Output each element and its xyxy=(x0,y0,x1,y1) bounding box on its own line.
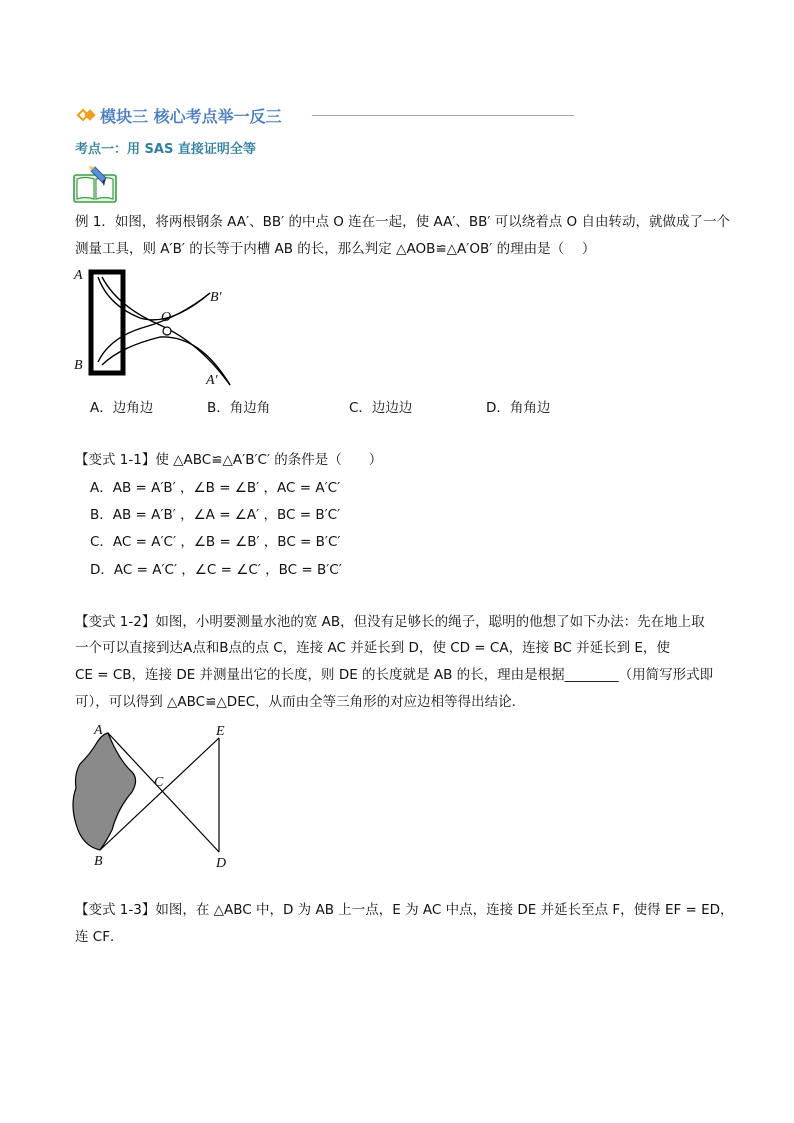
label-b-prime: B′ xyxy=(210,290,222,305)
example1-line1: 例 1．如图，将两根钢条 AA′、BB′ 的中点 O 连在一起，使 AA′、BB′ 可以绕着点 O 自由转动，就做成了一个 xyxy=(75,214,730,230)
variant11-option-c[interactable]: C．AC = A′C′ ，∠B = ∠B′ ，BC = B′C′ xyxy=(90,534,341,550)
label-a: A xyxy=(74,268,83,283)
variant12-line3: CE = CB，连接 DE 并测量出它的长度，则 DE 的长度就是 AB 的长，理由是根据________（用简写形式即 xyxy=(75,667,714,683)
variant12-line1: 【变式 1-2】如图，小明要测量水池的宽 AB，但没有足够长的绳子，聪明的他想了如下办法：先在地上取 xyxy=(75,614,705,630)
example1-line2: 测量工具，则 A′B′ 的长等于内槽 AB 的长，那么判定 △AOB≌△A′OB′ 的理由是（ ） xyxy=(75,241,596,257)
section-title: 模块三 核心考点举一反三 xyxy=(100,107,282,126)
pivot-point xyxy=(163,327,171,335)
label-a-prime: A′ xyxy=(206,373,218,388)
double-diamond-icon xyxy=(76,107,98,123)
example1-option-c[interactable]: C．边边边 xyxy=(349,400,413,416)
label-d2: D xyxy=(216,856,227,870)
book-pencil-icon xyxy=(73,165,117,203)
variant12-figure xyxy=(68,718,248,870)
label-b: B xyxy=(74,358,83,373)
label-a2: A xyxy=(94,723,103,738)
example1-option-d[interactable]: D．角角边 xyxy=(486,400,551,416)
variant12-line2: 一个可以直接到达A点和B点的点 C，连接 AC 并延长到 D，使 CD = CA，连接 BC 并延长到 E，使 xyxy=(75,640,670,656)
section-rule xyxy=(312,115,574,116)
example1-option-a[interactable]: A．边角边 xyxy=(90,400,154,416)
variant11-stem: 【变式 1-1】使 △ABC≌△A′B′C′ 的条件是（ ） xyxy=(75,452,383,468)
variant11-option-a[interactable]: A．AB = A′B′ ，∠B = ∠B′ ，AC = A′C′ xyxy=(90,480,341,496)
variant13-line2: 连 CF． xyxy=(75,929,124,945)
label-o: O xyxy=(161,310,172,325)
variant13-line1: 【变式 1-3】如图，在 △ABC 中，D 为 AB 上一点，E 为 AC 中点，连接 DE 并延长至点 F，使得 EF = ED， xyxy=(75,902,734,918)
example1-figure xyxy=(70,265,250,393)
variant11-option-d[interactable]: D．AC = A′C′ ，∠C = ∠C′ ，BC = B′C′ xyxy=(90,562,342,578)
label-e2: E xyxy=(216,724,225,739)
example1-option-b[interactable]: B．角边角 xyxy=(207,400,271,416)
label-c2: C xyxy=(154,775,164,790)
variant11-option-b[interactable]: B．AB = A′B′ ，∠A = ∠A′ ，BC = B′C′ xyxy=(90,507,341,523)
pond-shape xyxy=(73,733,136,850)
kaodian-heading: 考点一：用 SAS 直接证明全等 xyxy=(75,142,256,157)
label-b2: B xyxy=(94,854,103,869)
variant12-line4: 可），可以得到 △ABC≌△DEC，从而由全等三角形的对应边相等得出结论． xyxy=(75,694,526,710)
section-header xyxy=(76,104,576,126)
